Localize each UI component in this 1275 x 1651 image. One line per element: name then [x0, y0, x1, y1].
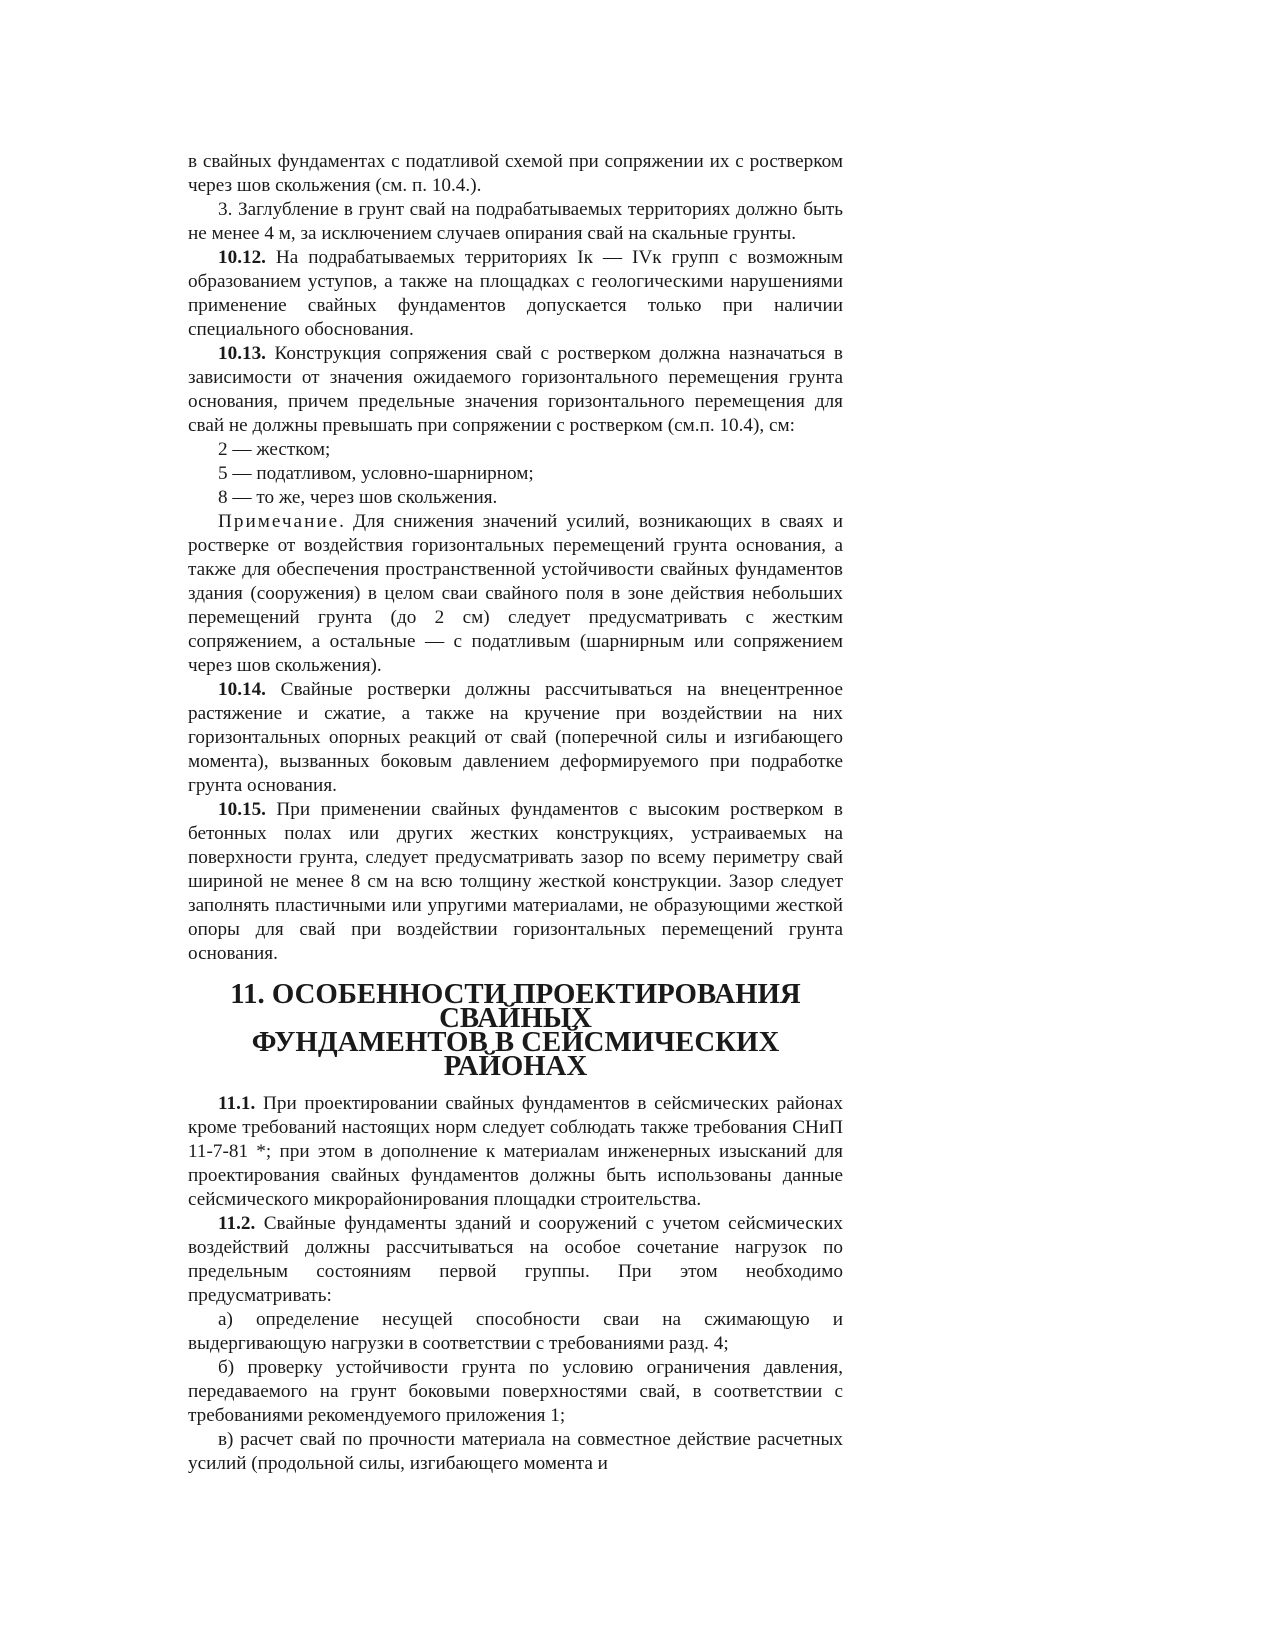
list-item-b: б) проверку устойчивости грунта по условию ограничения давления, передаваемого на грунт боковыми поверхностями свай, в соответствии с требованиями рекомендуемого приложения 1; — [188, 1357, 843, 1426]
clause-text: При проектировании свайных фундаментов в сейсмических районах кроме требований настоящих норм следует соблюдать также требования СНиП 11-7-81 *; при этом в дополнение к материалам инженерных изысканий для проектирования свайных фундаментов должны быть использованы данные сейсмического микрорайонирования площадки строительства. — [188, 1093, 843, 1210]
section-heading-line-1: 11. ОСОБЕННОСТИ ПРОЕКТИРОВАНИЯ СВАЙНЫХ — [230, 978, 801, 1034]
section-heading — [188, 978, 843, 1082]
list-item-a: а) определение несущей способности сваи на сжимающую и выдергивающую нагрузки в соответствии с требованиями разд. 4; — [188, 1309, 843, 1354]
list-item: 8 — то же, через шов скольжения. — [218, 487, 498, 508]
clause-text: Конструкция сопряжения свай с ростверком должна назначаться в зависимости от значения ожидаемого горизонтального перемещения грунта основания, причем предельные значения горизонтального перемещения для свай не должны превышать при сопряжении с ростверком (см.п. 10.4), см: — [188, 343, 843, 436]
clause-11-1 — [188, 1092, 843, 1212]
document-page — [188, 150, 843, 1476]
section-heading-line-2: ФУНДАМЕНТОВ В СЕЙСМИЧЕСКИХ РАЙОНАХ — [251, 1026, 780, 1082]
clause-10-15 — [188, 798, 843, 966]
clause-10-12 — [188, 246, 843, 342]
clause-number: 10.15. — [218, 799, 266, 820]
paragraph-item-3: 3. Заглубление в грунт свай на подрабатываемых территориях должно быть не менее 4 м, за исключением случаев опирания свай на скальные грунты. — [188, 199, 843, 244]
note-label: Примечание — [218, 511, 340, 532]
clause-number: 11.1. — [218, 1093, 256, 1114]
clause-text: Свайные ростверки должны рассчитываться на внецентренное растяжение и сжатие, а также на кручение при воздействии на них горизонтальных опорных реакций от свай (поперечной силы и изгибающего момента), вызванных боковым давлением деформируемого при подработке грунта основания. — [188, 679, 843, 796]
list-item: 2 — жестком; — [218, 439, 331, 460]
note-paragraph — [188, 510, 843, 678]
clause-number: 10.13. — [218, 343, 266, 364]
list-item-v: в) расчет свай по прочности материала на совместное действие расчетных усилий (продольной силы, изгибающего момента и — [188, 1429, 843, 1474]
clause-number: 10.14. — [218, 679, 266, 700]
clause-text: На подрабатываемых территориях Iк — IVк групп с возможным образованием уступов, а также на площадках с геологическими нарушениями применение свайных фундаментов допускается только при наличии специального обоснования. — [188, 247, 843, 340]
clause-11-2 — [188, 1212, 843, 1308]
clause-10-14 — [188, 678, 843, 798]
clause-10-13 — [188, 342, 843, 438]
clause-text: Свайные фундаменты зданий и сооружений с учетом сейсмических воздействий должны рассчитываться на особое сочетание нагрузок по предельным состояниям первой группы. При этом необходимо предусматривать: — [188, 1213, 843, 1306]
note-text: . Для снижения значений усилий, возникающих в сваях и ростверке от воздействия горизонтальных перемещений грунта основания, а также для обеспечения пространственной устойчивости свайных фундаментов здания (сооружения) в целом сваи свайного поля в зоне действия небольших перемещений грунта (до 2 см) следует предусматривать с жестким сопряжением, а остальные — с податливым (шарнирным или сопряжением через шов скольжения). — [188, 511, 843, 676]
paragraph-continuation: в свайных фундаментах с податливой схемой при сопряжении их с ростверком через шов скольжения (см. п. 10.4.). — [188, 151, 843, 196]
clause-number: 11.2. — [218, 1213, 256, 1234]
list-item: 5 — податливом, условно-шарнирном; — [218, 463, 534, 484]
clause-number: 10.12. — [218, 247, 266, 268]
clause-text: При применении свайных фундаментов с высоким ростверком в бетонных полах или других жестких конструкциях, устраиваемых на поверхности грунта, следует предусматривать зазор по всему периметру свай шириной не менее 8 см на всю толщину жесткой конструкции. Зазор следует заполнять пластичными или упругими материалами, не образующими жесткой опоры для свай при воздействии горизонтальных перемещений грунта основания. — [188, 799, 843, 964]
